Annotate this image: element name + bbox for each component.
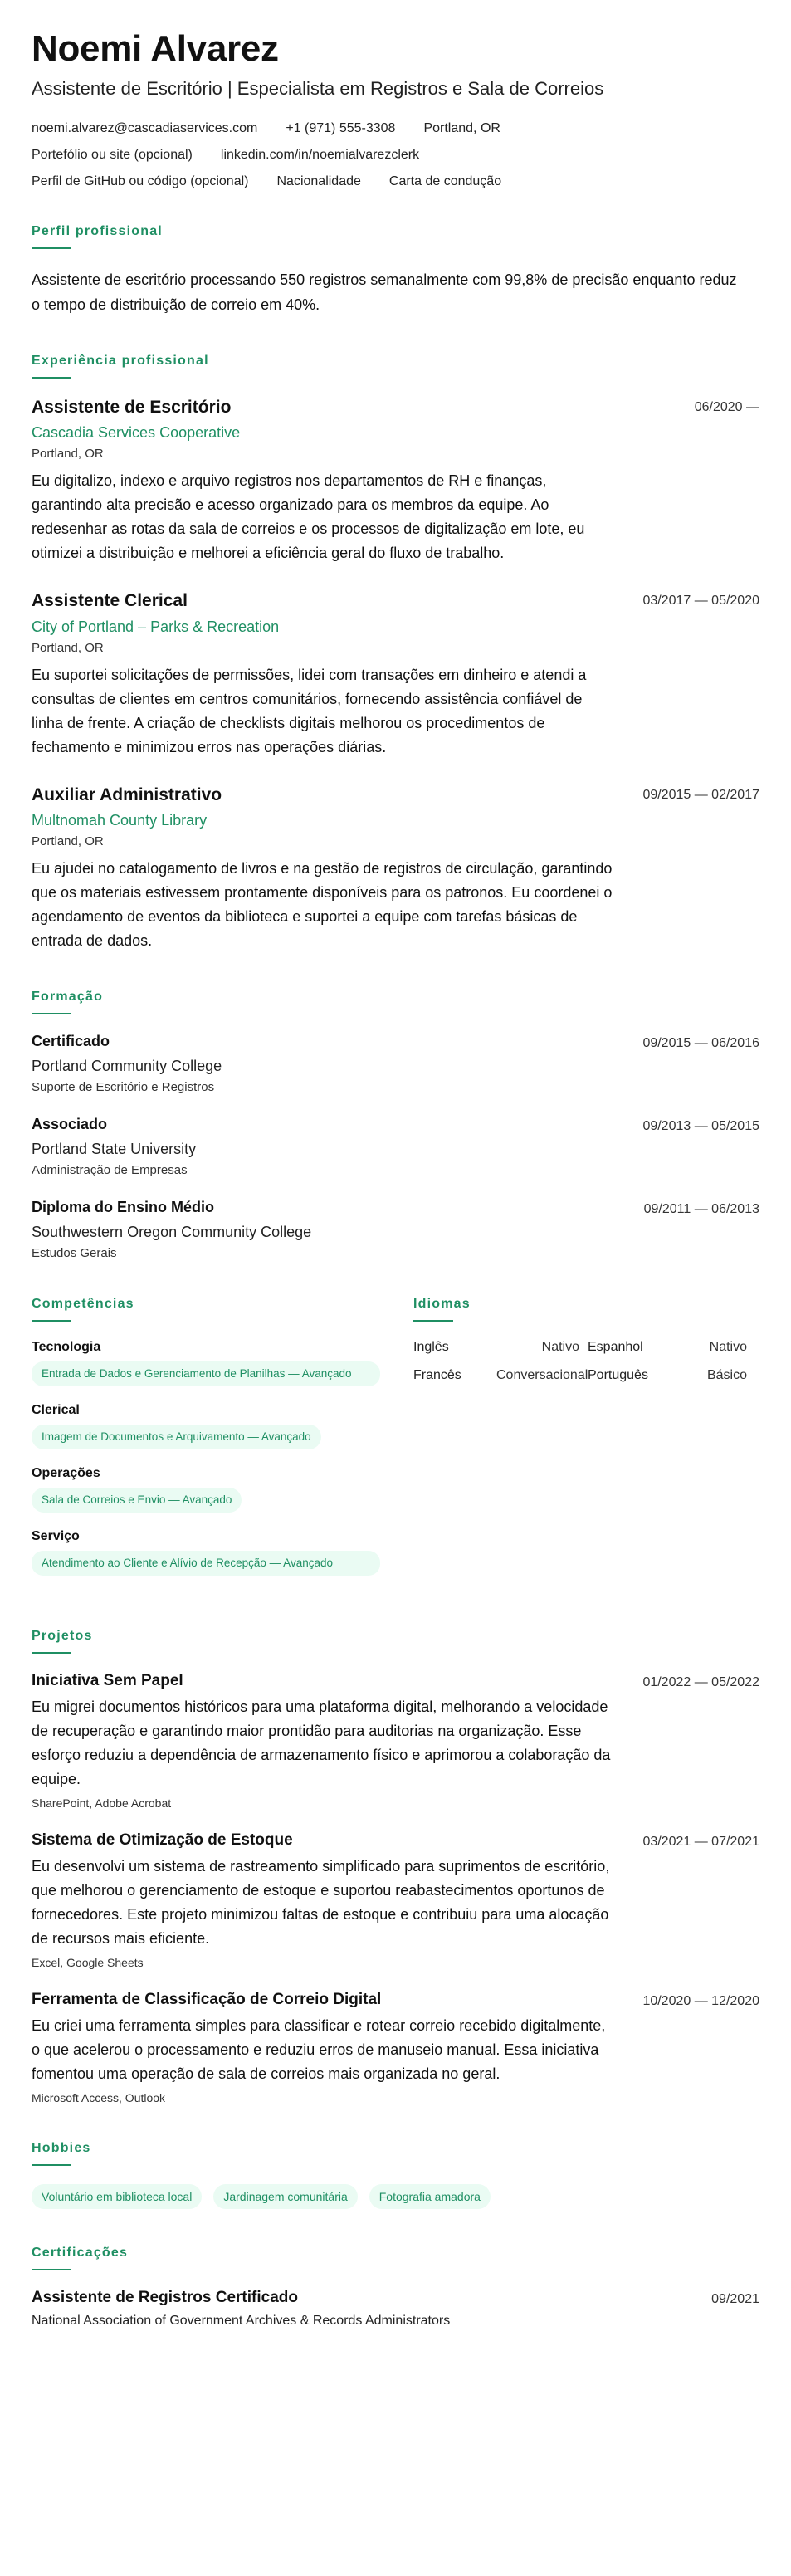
employer: Multnomah County Library [32,811,208,829]
job-title: Assistente de Escritório [32,398,232,418]
section-title: Idiomas [413,1296,471,1311]
employer: City of Portland – Parks & Recreation [32,618,280,635]
job-title: Assistente Clerical [32,591,188,611]
contact-email[interactable]: noemi.alvarez@cascadiaservices.com [32,121,258,136]
education-entry [32,1116,759,1177]
skill-group [32,1403,380,1449]
hobby-chip: Fotografia amadora [369,2184,491,2209]
contact-linkedin[interactable]: linkedin.com/in/noemialvarezclerk [220,148,420,163]
project-description: Eu criei uma ferramenta simples para classificar e rotear correio recebido digitalmente, o que acelerou o processamento e reduziu erros de manuseio manual. Essa iniciativa fomentou uma operação de sala de correios mais organizada no geral. [32,2016,606,2082]
contact-github[interactable]: Perfil de GitHub ou código (opcional) [32,174,249,189]
school: Southwestern Oregon Community College [32,1223,312,1240]
school: Portland State University [32,1140,197,1157]
job-title: Auxiliar Administrativo [32,785,222,804]
job-dates: 03/2017 — 05/2020 [642,594,759,609]
skill-group [32,1529,380,1576]
language-level: Nativo [709,1339,747,1354]
skill-category: Clerical [32,1402,80,1417]
languages-list [413,1340,745,1383]
section-title: Perfil profissional [32,224,163,239]
education-section [32,990,759,1260]
skill-category: Operações [32,1465,100,1480]
section-divider [413,1320,453,1322]
contact-phone[interactable]: +1 (971) 555-3308 [286,121,396,136]
section-divider [32,377,71,379]
project-name: Ferramenta de Classificação de Correio Digital [32,1990,382,2008]
certification-entry [32,2289,759,2329]
field-of-study: Administração de Empresas [32,1162,188,1177]
job-description: Eu suportei solicitações de permissões, lidei com transações em dinheiro e atendi a consultas de clientes em centros comunitários, fornecendo assistência confiável de linha de frente. A criação de checklists digitais melhorou os procedimentos de fechamento e minimizou erros nas operações diárias. [32,666,587,755]
language-level: Básico [706,1367,747,1382]
section-title: Formação [32,989,104,1004]
education-dates: 09/2011 — 06/2013 [643,1201,759,1216]
field-of-study: Estudos Gerais [32,1245,117,1260]
section-title: Competências [32,1296,134,1311]
experience-entry [32,785,759,953]
section-divider [32,2164,71,2166]
project-tools: SharePoint, Adobe Acrobat [32,1796,172,1810]
experience-entry [32,397,759,565]
degree: Certificado [32,1032,110,1049]
project-dates: 10/2020 — 12/2020 [642,1993,759,2008]
school: Portland Community College [32,1057,222,1074]
language-level: Conversacional [496,1367,588,1382]
skill-chip: Atendimento ao Cliente e Alívio de Recepção — Avançado [32,1551,380,1576]
project-tools: Excel, Google Sheets [32,1955,144,1969]
language-name: Espanhol [588,1339,643,1354]
contact-nationality: Nacionalidade [276,174,361,189]
section-divider [32,1320,71,1322]
education-dates: 09/2015 — 06/2016 [642,1035,759,1050]
project-dates: 03/2021 — 07/2021 [642,1834,759,1849]
certifications-section [32,2246,759,2329]
hobby-chip: Jardinagem comunitária [213,2184,357,2209]
project-tools: Microsoft Access, Outlook [32,2090,166,2104]
project-entry [32,1991,759,2104]
candidate-name: Noemi Alvarez [32,28,279,69]
skills-languages-row [32,1297,759,1592]
headline: Assistente de Escritório | Especialista em Registros e Sala de Correios [32,78,604,100]
certification-issuer: National Association of Government Archives & Records Administrators [32,2313,451,2328]
project-description: Eu desenvolvi um sistema de rastreamento simplificado para suprimentos de escritório, que melhorou o gerenciamento de estoque e suportou reabastecimentos oportunos de fornecedores. Este projeto minimizou faltas de estoque e contribuiu para uma alocação de recursos mais eficiente. [32,1857,610,1947]
section-title: Projetos [32,1628,93,1643]
languages-section [413,1297,745,1592]
project-dates: 01/2022 — 05/2022 [642,1674,759,1689]
skill-category: Tecnologia [32,1339,101,1354]
contact-info [32,121,662,189]
degree: Diploma do Ensino Médio [32,1198,214,1215]
job-dates: 09/2015 — 02/2017 [642,787,759,802]
skills-section [32,1297,380,1592]
job-description: Eu digitalizo, indexo e arquivo registros nos departamentos de RH e finanças, garantindo alta precisão e acesso organizado para os membros da equipe. Ao redesenhar as rotas da sala de correios e os processos de digitalização em lote, eu otimizei a distribuição e melhorei a eficiência geral do fluxo de trabalho. [32,472,585,562]
job-description: Eu ajudei no catalogamento de livros e na gestão de registros de circulação, garantindo que os materiais estivessem prontamente disponíveis para os patronos. Eu coordenei o agendamento de eventos da biblioteca e suportei a equipe com tarefas básicas de entrada de dados. [32,859,613,949]
section-divider [32,2269,71,2270]
skill-group [32,1466,380,1513]
section-title: Experiência profissional [32,354,209,369]
language-name: Português [588,1367,648,1382]
project-name: Iniciativa Sem Papel [32,1671,183,1689]
skill-group [32,1340,380,1386]
language-name: Francês [413,1367,461,1382]
projects-section [32,1629,759,2104]
employer: Cascadia Services Cooperative [32,424,241,442]
hobbies-list [32,2184,759,2209]
certification-name: Assistente de Registros Certificado [32,2288,298,2306]
job-location: Portland, OR [32,640,104,655]
section-title: Hobbies [32,2140,91,2155]
job-location: Portland, OR [32,833,104,848]
project-description: Eu migrei documentos históricos para uma plataforma digital, melhorando a velocidade de recuperação e garantindo maior prontidão para auditorias na organização. Esse esforço reduziu a dependência de armazenamento físico e aprimorou a colaboração da equipe. [32,1698,611,1787]
degree: Associado [32,1115,108,1132]
skill-chip: Entrada de Dados e Gerenciamento de Planilhas — Avançado [32,1361,380,1386]
hobby-chip: Voluntário em biblioteca local [32,2184,202,2209]
summary-section [32,224,759,317]
section-divider [32,1013,71,1014]
contact-location: Portland, OR [423,121,500,136]
section-title: Certificações [32,2245,129,2260]
project-entry [32,1672,759,1810]
section-divider [32,247,71,249]
section-divider [32,1652,71,1654]
language-level: Nativo [541,1339,579,1354]
experience-entry [32,590,759,759]
field-of-study: Suporte de Escritório e Registros [32,1079,215,1094]
job-dates: 06/2020 — [694,400,759,415]
summary-text: Assistente de escritório processando 550 registros semanalmente com 99,8% de precisão enquanto reduz o tempo de distribuição de correio em 40%. [32,271,737,314]
skill-chip: Imagem de Documentos e Arquivamento — Avançado [32,1425,321,1449]
education-dates: 09/2013 — 05/2015 [642,1118,759,1133]
experience-section [32,354,759,953]
job-location: Portland, OR [32,447,104,462]
project-entry [32,1831,759,1969]
skill-chip: Sala de Correios e Envio — Avançado [32,1488,242,1513]
contact-portfolio[interactable]: Portefólio ou site (opcional) [32,148,193,163]
skill-category: Serviço [32,1528,80,1543]
certification-date: 09/2021 [711,2291,759,2306]
contact-driving-license: Carta de condução [388,174,502,189]
project-name: Sistema de Otimização de Estoque [32,1831,293,1849]
language-name: Inglês [413,1339,449,1354]
education-entry [32,1199,759,1260]
hobbies-section [32,2141,759,2209]
education-entry [32,1033,759,1094]
